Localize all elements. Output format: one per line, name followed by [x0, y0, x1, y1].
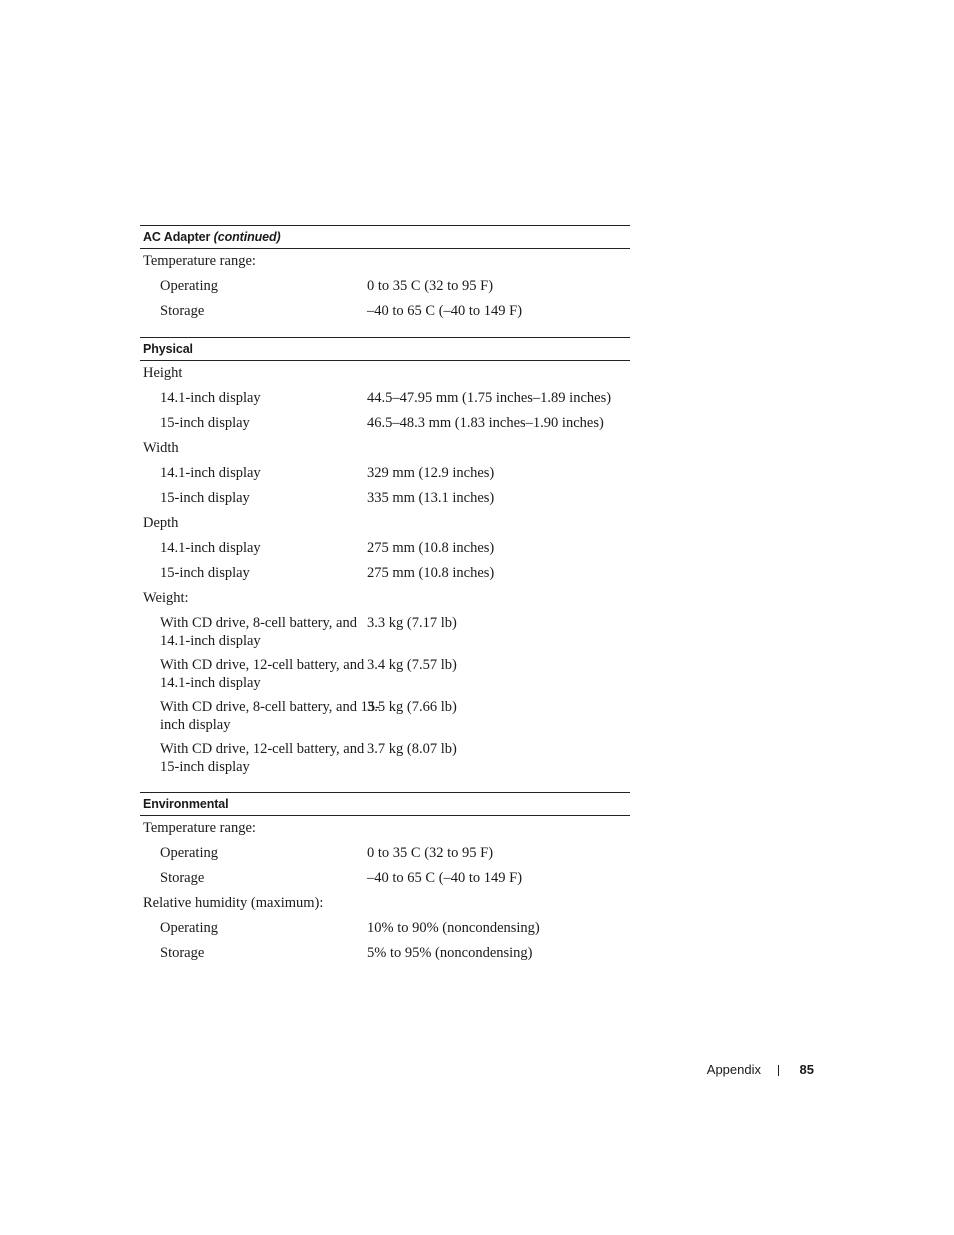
spec-value: 44.5–47.95 mm (1.75 inches–1.89 inches): [367, 390, 612, 406]
spec-label: With CD drive, 12-cell battery, and 14.1-inch display: [160, 657, 365, 691]
spec-row: [140, 562, 630, 587]
spec-label: Storage: [160, 870, 205, 886]
section-title: Physical: [143, 342, 193, 356]
spec-label: Width: [143, 440, 179, 456]
spec-row: [140, 612, 630, 654]
spec-label: Operating: [160, 920, 218, 936]
spec-value: –40 to 65 C (–40 to 149 F): [367, 303, 523, 319]
spec-row: [140, 412, 630, 437]
spec-row: [140, 362, 630, 387]
spec-label: 14.1-inch display: [160, 540, 261, 556]
spec-label: 15-inch display: [160, 490, 250, 506]
spec-value: 3.4 kg (7.57 lb): [367, 657, 457, 673]
spec-row: [140, 250, 630, 275]
spec-row: [140, 892, 630, 917]
spec-label: Height: [143, 365, 183, 381]
spec-row: [140, 842, 630, 867]
section-heading: [140, 225, 630, 249]
spec-value: 46.5–48.3 mm (1.83 inches–1.90 inches): [367, 415, 604, 431]
spec-label: Operating: [160, 845, 218, 861]
spec-row: [140, 437, 630, 462]
spec-row: [140, 867, 630, 892]
spec-label: Depth: [143, 515, 179, 531]
spec-row: [140, 537, 630, 562]
footer-divider: [778, 1065, 779, 1076]
spec-value: 3.5 kg (7.66 lb): [367, 699, 457, 715]
spec-row: [140, 942, 630, 967]
spec-value: 275 mm (10.8 inches): [367, 565, 495, 581]
spec-value: 329 mm (12.9 inches): [367, 465, 495, 481]
spec-row: [140, 917, 630, 942]
spec-row: [140, 817, 630, 842]
spec-value: –40 to 65 C (–40 to 149 F): [367, 870, 523, 886]
spec-value: 3.3 kg (7.17 lb): [367, 615, 457, 631]
spec-value: 275 mm (10.8 inches): [367, 540, 495, 556]
ac-adapter-section: [140, 225, 630, 325]
section-title: Environmental: [143, 797, 229, 811]
section-heading: [140, 792, 630, 816]
page-footer: [600, 1060, 814, 1080]
spec-label: With CD drive, 8-cell battery, and 14.1-inch display: [160, 615, 357, 649]
spec-value: 3.7 kg (8.07 lb): [367, 741, 457, 757]
spec-row: [140, 387, 630, 412]
spec-row: [140, 275, 630, 300]
spec-value: 0 to 35 C (32 to 95 F): [367, 278, 494, 294]
spec-row: [140, 738, 630, 780]
spec-row: [140, 487, 630, 512]
spec-row: [140, 654, 630, 696]
page-number: 85: [799, 1062, 814, 1077]
spec-label: Storage: [160, 945, 205, 961]
spec-value: 10% to 90% (noncondensing): [367, 920, 540, 936]
physical-section: [140, 337, 630, 780]
spec-label: With CD drive, 8-cell battery, and 15-inch display: [160, 699, 380, 733]
spec-label: 14.1-inch display: [160, 465, 261, 481]
spec-label: Operating: [160, 278, 218, 294]
footer-section-name: Appendix: [706, 1062, 761, 1077]
section-title-suffix: (continued): [213, 230, 281, 244]
spec-row: [140, 300, 630, 325]
spec-label: Temperature range:: [143, 253, 256, 269]
spec-label: 15-inch display: [160, 565, 250, 581]
spec-value: 5% to 95% (noncondensing): [367, 945, 533, 961]
spec-label: Temperature range:: [143, 820, 256, 836]
spec-value: 335 mm (13.1 inches): [367, 490, 495, 506]
spec-label: Weight:: [143, 590, 189, 606]
section-heading: [140, 337, 630, 361]
spec-row: [140, 512, 630, 537]
spec-label: Relative humidity (maximum):: [143, 895, 324, 911]
environmental-section: [140, 792, 630, 967]
spec-value: 0 to 35 C (32 to 95 F): [367, 845, 494, 861]
spec-label: 14.1-inch display: [160, 390, 261, 406]
spec-label: Storage: [160, 303, 205, 319]
spec-label: 15-inch display: [160, 415, 250, 431]
spec-label: With CD drive, 12-cell battery, and 15-inch display: [160, 741, 365, 775]
section-title: AC Adapter: [143, 230, 211, 244]
spec-row: [140, 587, 630, 612]
spec-row: [140, 462, 630, 487]
spec-row: [140, 696, 630, 738]
